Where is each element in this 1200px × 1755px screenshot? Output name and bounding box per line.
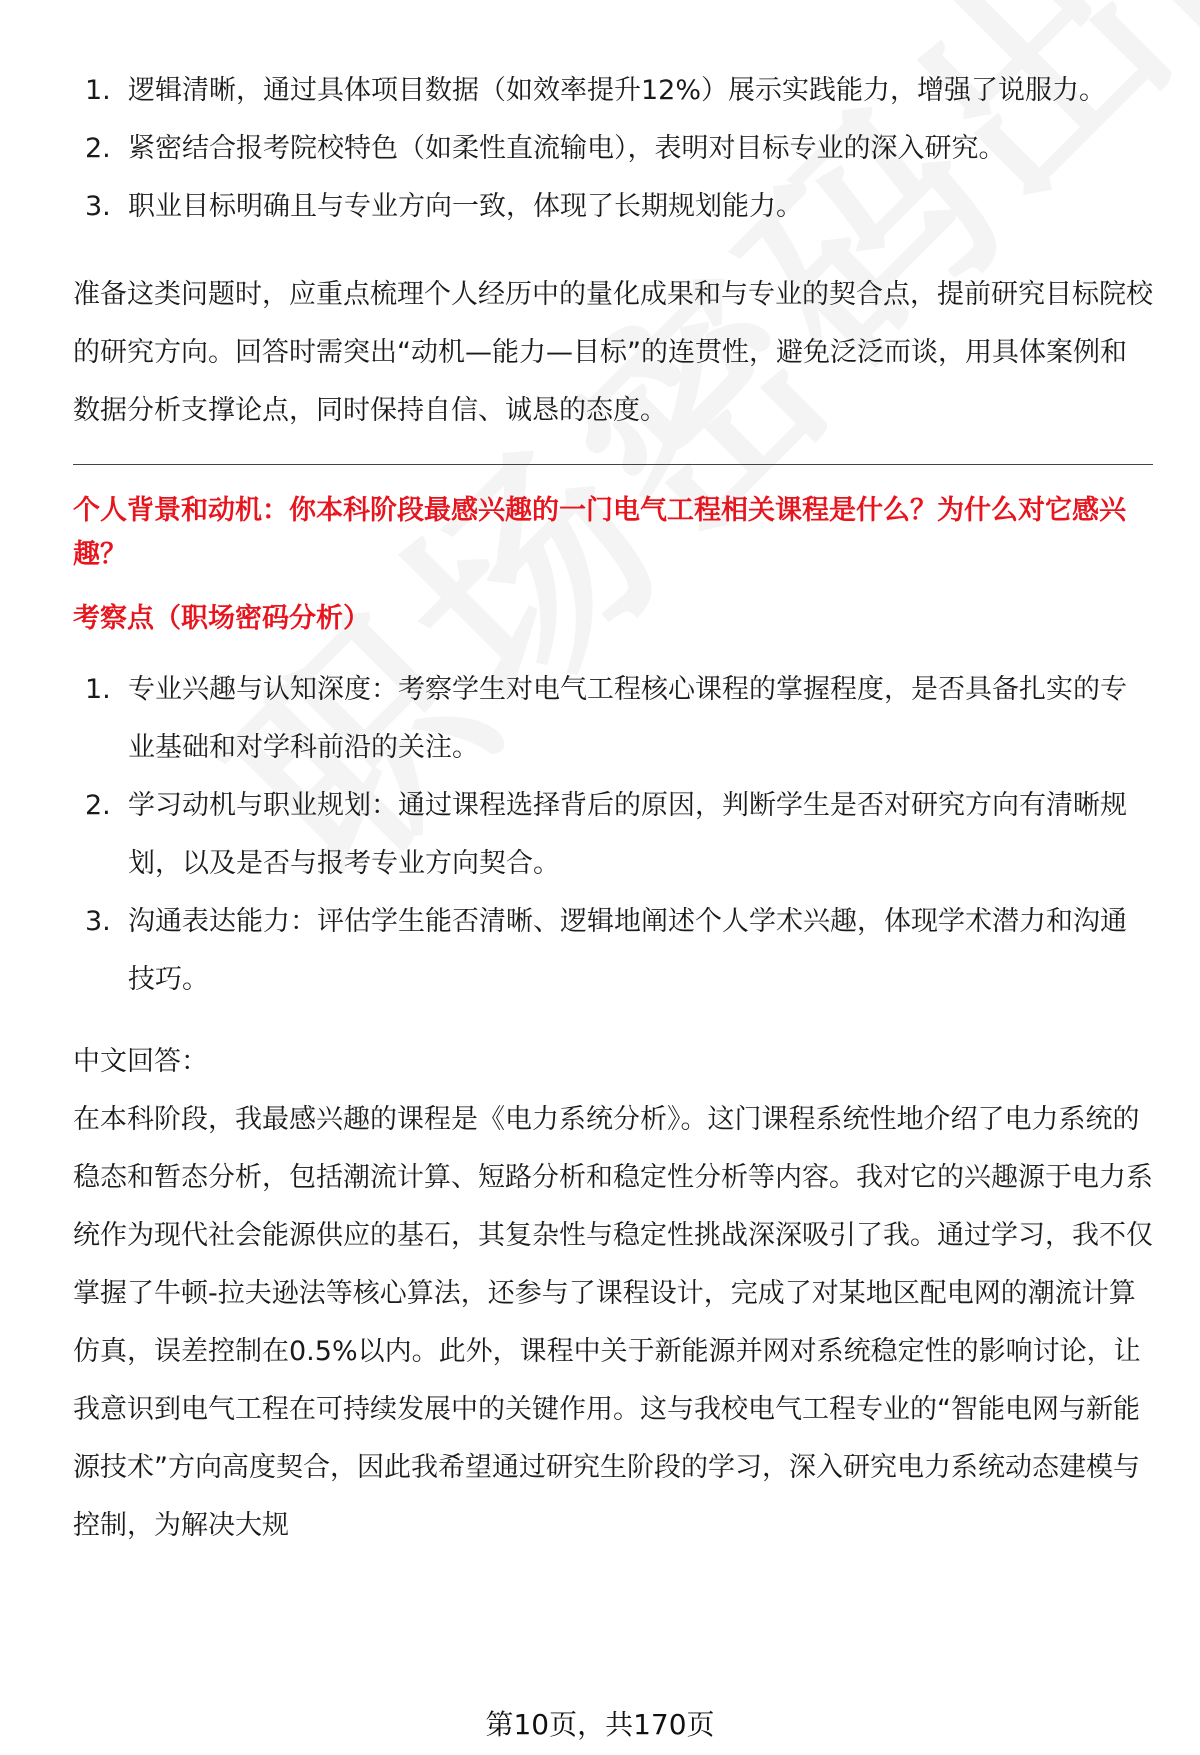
list-item xyxy=(73,120,1153,178)
list-item xyxy=(73,661,1153,777)
list-item xyxy=(73,178,1153,236)
list-text: 逻辑清晰，通过具体项目数据（如效率提升12%）展示实践能力，增强了说服力。 xyxy=(128,75,1107,106)
list-number: 3. xyxy=(85,191,111,222)
question-heading: 个人背景和动机：你本科阶段最感兴趣的一门电气工程相关课程是什么？为什么对它感兴趣？ xyxy=(73,495,1126,570)
list-item xyxy=(73,777,1153,893)
list-text: 专业兴趣与认知深度：考察学生对电气工程核心课程的掌握程度，是否具备扎实的专业基础和对学科前沿的关注。 xyxy=(128,674,1127,763)
list-text: 沟通表达能力：评估学生能否清晰、逻辑地阐述个人学术兴趣，体现学术潜力和沟通技巧。 xyxy=(128,906,1127,995)
list-text: 职业目标明确且与专业方向一致，体现了长期规划能力。 xyxy=(128,191,803,222)
list-number: 3. xyxy=(85,906,111,937)
page-number: 第10页，共170页 xyxy=(485,1708,715,1741)
list-number: 1. xyxy=(85,674,111,705)
list-item xyxy=(73,62,1153,120)
list-text: 紧密结合报考院校特色（如柔性直流输电），表明对目标专业的深入研究。 xyxy=(128,133,1006,164)
list-number: 2. xyxy=(85,790,111,821)
list-number: 1. xyxy=(85,75,111,106)
answer-label: 中文回答： xyxy=(73,1046,208,1077)
answer-paragraph: 在本科阶段，我最感兴趣的课程是《电力系统分析》。这门课程系统性地介绍了电力系统的稳态和暂态分析，包括潮流计算、短路分析和稳定性分析等内容。我对它的兴趣源于电力系统作为现代社会能源供应的基石，其复杂性与稳定性挑战深深吸引了我。通过学习，我不仅掌握了牛顿-拉夫逊法等核心算法，还参与了课程设计，完成了对某地区配电网的潮流计算仿真，误差控制在0.5%以内。此外，课程中关于新能源并网对系统稳定性的影响讨论，让我意识到电气工程在可持续发展中的关键作用。这与我校电气工程专业的“智能电网与新能源技术”方向高度契合，因此我希望通过研究生阶段的学习，深入研究电力系统动态建模与控制，为解决大规 xyxy=(73,1104,1153,1541)
section-divider xyxy=(73,464,1153,465)
list-item xyxy=(73,893,1153,1009)
focus-heading: 考察点（职场密码分析） xyxy=(73,603,370,634)
list-text: 学习动机与职业规划：通过课程选择背后的原因，判断学生是否对研究方向有清晰规划，以及是否与报考专业方向契合。 xyxy=(128,790,1127,879)
page-content xyxy=(73,62,1153,1555)
advice-paragraph: 准备这类问题时，应重点梳理个人经历中的量化成果和与专业的契合点，提前研究目标院校的研究方向。回答时需突出“动机—能力—目标”的连贯性，避免泛泛而谈，用具体案例和数据分析支撑论点，同时保持自信、诚恳的态度。 xyxy=(73,279,1153,426)
focus-list xyxy=(73,661,1153,1009)
strengths-list xyxy=(73,62,1153,236)
list-number: 2. xyxy=(85,133,111,164)
